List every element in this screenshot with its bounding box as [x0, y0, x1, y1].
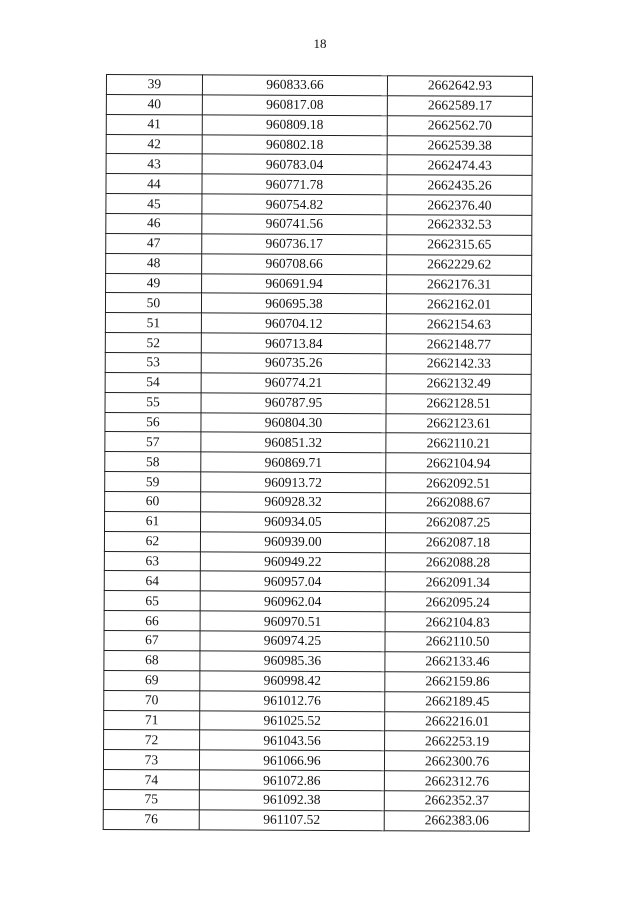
table-row — [105, 293, 531, 315]
point-number-cell: 54 — [105, 372, 201, 392]
point-number-cell: 46 — [106, 214, 202, 234]
table-row — [104, 690, 530, 712]
table-row — [105, 511, 531, 533]
y-coordinate-cell: 2662435.26 — [387, 175, 532, 195]
x-coordinate-cell: 960802.18 — [202, 134, 387, 155]
table-row — [106, 94, 532, 116]
table-row — [104, 551, 530, 573]
x-coordinate-cell: 960783.04 — [202, 154, 387, 175]
x-coordinate-cell: 960741.56 — [202, 214, 387, 235]
table-row — [105, 472, 531, 494]
table-row — [106, 114, 532, 136]
point-number-cell: 44 — [106, 174, 202, 194]
x-coordinate-cell: 960708.66 — [201, 254, 386, 275]
y-coordinate-cell: 2662104.94 — [386, 453, 531, 473]
table-row — [105, 392, 531, 414]
point-number-cell: 52 — [105, 333, 201, 353]
x-coordinate-cell: 961092.38 — [199, 790, 384, 811]
x-coordinate-cell: 960754.82 — [202, 194, 387, 215]
y-coordinate-cell: 2662148.77 — [386, 334, 531, 354]
table-row — [105, 372, 531, 394]
table-row — [106, 194, 532, 216]
y-coordinate-cell: 2662087.18 — [386, 532, 531, 552]
y-coordinate-cell: 2662104.83 — [385, 612, 530, 632]
table-row — [104, 730, 530, 752]
x-coordinate-cell: 960713.84 — [201, 333, 386, 354]
table-row — [106, 154, 532, 176]
point-number-cell: 50 — [105, 293, 201, 313]
y-coordinate-cell: 2662162.01 — [387, 294, 532, 314]
point-number-cell: 51 — [105, 313, 201, 333]
point-number-cell: 39 — [106, 75, 202, 95]
x-coordinate-cell: 961025.52 — [199, 710, 384, 731]
y-coordinate-cell: 2662132.49 — [386, 374, 531, 394]
y-coordinate-cell: 2662376.40 — [387, 195, 532, 215]
point-number-cell: 53 — [105, 353, 201, 373]
point-number-cell: 73 — [103, 750, 199, 770]
point-number-cell: 55 — [105, 392, 201, 412]
y-coordinate-cell: 2662474.43 — [387, 155, 532, 175]
point-number-cell: 41 — [106, 114, 202, 134]
x-coordinate-cell: 961043.56 — [199, 730, 384, 751]
point-number-cell: 58 — [105, 452, 201, 472]
point-number-cell: 70 — [104, 690, 200, 710]
table-row — [103, 789, 529, 811]
x-coordinate-cell: 960934.05 — [200, 512, 385, 533]
x-coordinate-cell: 960928.32 — [200, 492, 385, 513]
y-coordinate-cell: 2662300.76 — [385, 751, 530, 771]
y-coordinate-cell: 2662253.19 — [385, 731, 530, 751]
table-row — [103, 750, 529, 772]
point-number-cell: 76 — [103, 809, 199, 829]
y-coordinate-cell: 2662189.45 — [385, 691, 530, 711]
y-coordinate-cell: 2662133.46 — [385, 652, 530, 672]
point-number-cell: 49 — [106, 273, 202, 293]
y-coordinate-cell: 2662142.33 — [386, 354, 531, 374]
x-coordinate-cell: 961072.86 — [199, 770, 384, 791]
y-coordinate-cell: 2662539.38 — [387, 135, 532, 155]
point-number-cell: 67 — [104, 631, 200, 651]
y-coordinate-cell: 2662123.61 — [386, 413, 531, 433]
point-number-cell: 68 — [104, 650, 200, 670]
point-number-cell: 62 — [104, 531, 200, 551]
x-coordinate-cell: 960771.78 — [202, 174, 387, 195]
y-coordinate-cell: 2662128.51 — [386, 393, 531, 413]
point-number-cell: 72 — [104, 730, 200, 750]
point-number-cell: 59 — [105, 472, 201, 492]
y-coordinate-cell: 2662229.62 — [387, 254, 532, 274]
y-coordinate-cell: 2662216.01 — [385, 711, 530, 731]
y-coordinate-cell: 2662352.37 — [384, 791, 529, 811]
table-row — [105, 333, 531, 355]
table-row — [105, 492, 531, 514]
table-row — [106, 214, 532, 236]
x-coordinate-cell: 960949.22 — [200, 552, 385, 573]
y-coordinate-cell: 2662095.24 — [385, 592, 530, 612]
point-number-cell: 48 — [106, 253, 202, 273]
point-number-cell: 75 — [103, 789, 199, 809]
x-coordinate-cell: 960970.51 — [200, 611, 385, 632]
x-coordinate-cell: 960691.94 — [201, 274, 386, 295]
x-coordinate-cell: 960851.32 — [201, 432, 386, 453]
x-coordinate-cell: 960736.17 — [202, 234, 387, 255]
table-row — [104, 631, 530, 653]
table-row — [106, 134, 532, 156]
table-row — [104, 611, 530, 633]
x-coordinate-cell: 960833.66 — [202, 75, 387, 96]
table-row — [106, 75, 532, 97]
y-coordinate-cell: 2662312.76 — [384, 771, 529, 791]
y-coordinate-cell: 2662110.50 — [385, 632, 530, 652]
x-coordinate-cell: 960869.71 — [201, 452, 386, 473]
x-coordinate-cell: 961012.76 — [200, 691, 385, 712]
x-coordinate-cell: 960962.04 — [200, 591, 385, 612]
table-row — [104, 710, 530, 732]
x-coordinate-cell: 960974.25 — [200, 631, 385, 652]
table-row — [105, 432, 531, 454]
y-coordinate-cell: 2662091.34 — [385, 572, 530, 592]
point-number-cell: 66 — [104, 611, 200, 631]
point-number-cell: 43 — [106, 154, 202, 174]
table-row — [104, 571, 530, 593]
point-number-cell: 47 — [106, 233, 202, 253]
point-number-cell: 61 — [105, 511, 201, 531]
x-coordinate-cell: 960704.12 — [201, 313, 386, 334]
coordinates-table — [103, 74, 533, 832]
table-row — [104, 591, 530, 613]
point-number-cell: 42 — [106, 134, 202, 154]
y-coordinate-cell: 2662383.06 — [384, 811, 529, 831]
point-number-cell: 45 — [106, 194, 202, 214]
x-coordinate-cell: 960809.18 — [202, 115, 387, 136]
table-row — [105, 353, 531, 375]
x-coordinate-cell: 960939.00 — [200, 532, 385, 553]
x-coordinate-cell: 960787.95 — [201, 393, 386, 414]
x-coordinate-cell: 960817.08 — [202, 95, 387, 116]
table-row — [106, 174, 532, 196]
point-number-cell: 57 — [105, 432, 201, 452]
x-coordinate-cell: 960804.30 — [201, 413, 386, 434]
point-number-cell: 69 — [104, 670, 200, 690]
point-number-cell: 65 — [104, 591, 200, 611]
x-coordinate-cell: 960695.38 — [201, 293, 386, 314]
x-coordinate-cell: 961107.52 — [199, 810, 384, 831]
table-row — [105, 452, 531, 474]
table-row — [103, 770, 529, 792]
coordinates-table-body — [103, 75, 532, 832]
point-number-cell: 74 — [103, 770, 199, 790]
point-number-cell: 64 — [104, 571, 200, 591]
table-row — [104, 670, 530, 692]
point-number-cell: 56 — [105, 412, 201, 432]
table-row — [104, 531, 530, 553]
table-row — [105, 412, 531, 434]
table-row — [106, 233, 532, 255]
table-row — [103, 809, 529, 831]
table-row — [106, 253, 532, 275]
x-coordinate-cell: 960985.36 — [200, 651, 385, 672]
table-row — [105, 313, 531, 335]
y-coordinate-cell: 2662562.70 — [387, 115, 532, 135]
y-coordinate-cell: 2662159.86 — [385, 672, 530, 692]
x-coordinate-cell: 961066.96 — [199, 750, 384, 771]
point-number-cell: 71 — [104, 710, 200, 730]
x-coordinate-cell: 960913.72 — [201, 472, 386, 493]
y-coordinate-cell: 2662176.31 — [387, 274, 532, 294]
y-coordinate-cell: 2662110.21 — [386, 433, 531, 453]
y-coordinate-cell: 2662087.25 — [386, 513, 531, 533]
table-row — [104, 650, 530, 672]
y-coordinate-cell: 2662092.51 — [386, 473, 531, 493]
y-coordinate-cell: 2662642.93 — [388, 76, 533, 96]
x-coordinate-cell: 960774.21 — [201, 373, 386, 394]
y-coordinate-cell: 2662088.67 — [386, 493, 531, 513]
page-number: 18 — [313, 36, 327, 51]
y-coordinate-cell: 2662332.53 — [387, 215, 532, 235]
y-coordinate-cell: 2662088.28 — [385, 552, 530, 572]
x-coordinate-cell: 960957.04 — [200, 571, 385, 592]
y-coordinate-cell: 2662589.17 — [387, 96, 532, 116]
y-coordinate-cell: 2662154.63 — [386, 314, 531, 334]
point-number-cell: 40 — [106, 94, 202, 114]
table-row — [106, 273, 532, 295]
point-number-cell: 63 — [104, 551, 200, 571]
point-number-cell: 60 — [105, 492, 201, 512]
x-coordinate-cell: 960998.42 — [200, 671, 385, 692]
y-coordinate-cell: 2662315.65 — [387, 235, 532, 255]
x-coordinate-cell: 960735.26 — [201, 353, 386, 374]
